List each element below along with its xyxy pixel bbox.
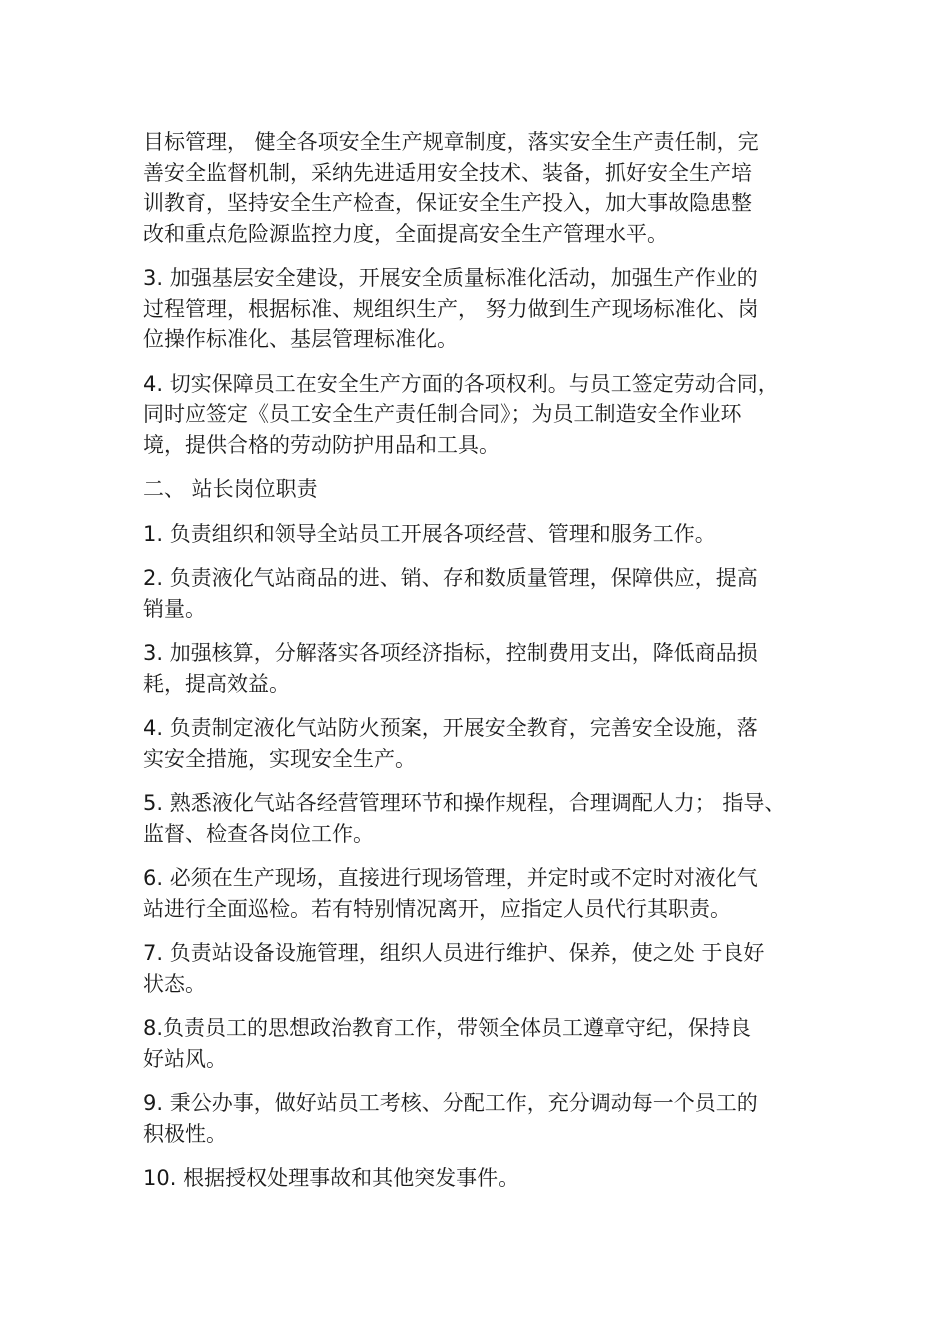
paragraph bbox=[143, 713, 825, 774]
text-line: 位操作标准化、基层管理标准化。 bbox=[143, 327, 458, 351]
text-line: 5. 熟悉液化气站各经营管理环节和操作规程，合理调配人力； 指导、 bbox=[143, 791, 786, 815]
paragraph bbox=[143, 563, 825, 624]
text-line: 过程管理，根据标准、规组织生产， 努力做到生产现场标准化、岗 bbox=[143, 296, 759, 321]
paragraph bbox=[143, 863, 825, 924]
text-line: 4. 负责制定液化气站防火预案，开展安全教育，完善安全设施，落 bbox=[143, 716, 758, 740]
document-body bbox=[143, 127, 825, 1208]
text-line: 1. 负责组织和领导全站员工开展各项经营、管理和服务工作。 bbox=[143, 521, 716, 546]
paragraph bbox=[143, 263, 825, 355]
text-line: 改和重点危险源监控力度，全面提高安全生产管理水平。 bbox=[143, 221, 668, 246]
text-line: 二、 站长岗位职责 bbox=[143, 477, 318, 501]
text-line: 境，提供合格的劳动防护用品和工具。 bbox=[143, 432, 500, 457]
paragraph bbox=[143, 1088, 825, 1149]
paragraph bbox=[143, 938, 825, 999]
text-line: 积极性。 bbox=[143, 1121, 227, 1146]
text-line: 4. 切实保障员工在安全生产方面的各项权利。与员工签定劳动合同， bbox=[143, 371, 779, 396]
text-line: 目标管理， 健全各项安全生产规章制度，落实安全生产责任制，完 bbox=[143, 130, 759, 154]
paragraph bbox=[143, 1013, 825, 1074]
section-heading bbox=[143, 474, 825, 505]
paragraph bbox=[143, 127, 825, 249]
text-line: 监督、检查各岗位工作。 bbox=[143, 821, 374, 846]
text-line: 善安全监督机制，采纳先进适用安全技术、装备，抓好安全生产培 bbox=[143, 160, 752, 185]
paragraph bbox=[143, 369, 825, 461]
text-line: 销量。 bbox=[143, 596, 206, 621]
text-line: 8.负责员工的思想政治教育工作，带领全体员工遵章守纪，保持良 bbox=[143, 1016, 752, 1040]
paragraph bbox=[143, 788, 825, 849]
text-line: 状态。 bbox=[143, 971, 206, 996]
text-line: 实安全措施，实现安全生产。 bbox=[143, 746, 416, 771]
text-line: 耗，提高效益。 bbox=[143, 671, 290, 696]
text-line: 7. 负责站设备设施管理，组织人员进行维护、保养，使之处 于良好 bbox=[143, 941, 765, 965]
text-line: 6. 必须在生产现场，直接进行现场管理，并定时或不定时对液化气 bbox=[143, 866, 758, 890]
paragraph bbox=[143, 519, 825, 550]
text-line: 好站风。 bbox=[143, 1046, 227, 1071]
text-line: 10. 根据授权处理事故和其他突发事件。 bbox=[143, 1166, 520, 1190]
text-line: 9. 秉公办事，做好站员工考核、分配工作，充分调动每一个员工的 bbox=[143, 1091, 758, 1115]
text-line: 3. 加强基层安全建设，开展安全质量标准化活动，加强生产作业的 bbox=[143, 266, 758, 290]
text-line: 2. 负责液化气站商品的进、销、存和数质量管理，保障供应，提高 bbox=[143, 566, 758, 590]
text-line: 3. 加强核算，分解落实各项经济指标，控制费用支出，降低商品损 bbox=[143, 641, 758, 665]
text-line: 训教育，坚持安全生产检查，保证安全生产投入，加大事故隐患整 bbox=[143, 191, 752, 215]
text-line: 同时应签定《员工安全生产责任制合同》；为员工制造安全作业环 bbox=[143, 402, 742, 426]
paragraph bbox=[143, 1163, 825, 1194]
paragraph bbox=[143, 638, 825, 699]
text-line: 站进行全面巡检。若有特别情况离开，应指定人员代行其职责。 bbox=[143, 896, 731, 921]
